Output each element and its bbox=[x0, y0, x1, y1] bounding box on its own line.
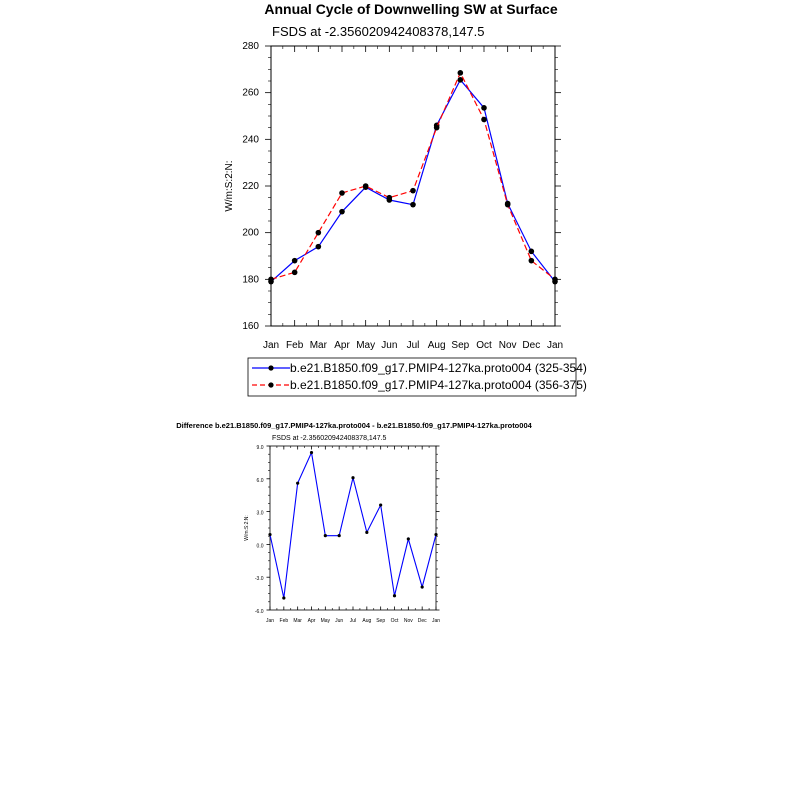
difference-chart-subtitle: FSDS at -2.356020942408378,147.5 bbox=[272, 435, 387, 442]
difference-chart-title: Difference b.e21.B1850.f09_g17.PMIP4-127ka.proto004 - b.e21.B1850.f09_g17.PMIP4-127ka.proto004 bbox=[176, 421, 532, 430]
main-chart-y-tick-label: 280 bbox=[242, 41, 259, 52]
main-chart-series-1-point bbox=[316, 244, 322, 250]
difference-chart-x-tick-label: Sep bbox=[376, 618, 386, 624]
difference-chart bbox=[176, 421, 532, 624]
main-chart-y-tick-label: 180 bbox=[242, 274, 259, 286]
legend-marker-series-2 bbox=[268, 382, 273, 387]
main-chart-title: Annual Cycle of Downwelling SW at Surface bbox=[264, 1, 558, 17]
difference-chart-y-axis-label: W/m:S:2:N: bbox=[244, 515, 250, 541]
main-chart-series-2-point bbox=[529, 258, 535, 264]
legend bbox=[248, 358, 587, 396]
difference-chart-series-1-point bbox=[407, 537, 410, 540]
difference-chart-series-1-point bbox=[310, 451, 313, 454]
difference-chart-y-tick-label: -6.0 bbox=[254, 609, 264, 615]
main-chart-ticks bbox=[242, 41, 563, 351]
main-chart-series-2-point bbox=[316, 230, 322, 236]
main-chart-series-2-point bbox=[458, 70, 464, 76]
main-chart-x-tick-label: Sep bbox=[451, 340, 470, 351]
difference-chart-frame bbox=[270, 446, 436, 610]
main-chart-frame bbox=[271, 46, 555, 326]
difference-chart-series-1-point bbox=[324, 534, 327, 537]
main-chart-series-2-point bbox=[434, 125, 440, 131]
difference-chart-x-tick-label: Mar bbox=[293, 618, 302, 624]
main-chart-x-tick-label: Nov bbox=[498, 340, 517, 351]
main-chart-series bbox=[268, 70, 558, 284]
legend-label-series-2: b.e21.B1850.f09_g17.PMIP4-127ka.proto004 (356-375) bbox=[290, 378, 587, 392]
difference-chart-y-tick-label: 0.0 bbox=[256, 543, 264, 550]
main-chart-x-tick-label: Mar bbox=[309, 340, 327, 351]
difference-chart-x-tick-label: Dec bbox=[417, 618, 427, 624]
difference-chart-series-1-point bbox=[351, 476, 354, 479]
difference-chart-x-tick-label: Aug bbox=[362, 618, 372, 624]
main-chart-y-tick-label: 160 bbox=[242, 321, 259, 332]
legend-marker-series-1 bbox=[268, 365, 273, 370]
main-chart-series-1-point bbox=[529, 249, 535, 255]
main-chart-subtitle: FSDS at -2.356020942408378,147.5 bbox=[272, 24, 485, 39]
main-chart-series-2-point bbox=[339, 190, 345, 196]
difference-chart-x-tick-label: Jul bbox=[349, 618, 357, 624]
main-chart-x-tick-label: Aug bbox=[427, 340, 446, 351]
main-chart-series-2-point bbox=[387, 195, 393, 201]
main-chart-series-2-point bbox=[481, 117, 487, 123]
difference-chart-series-1-point bbox=[421, 585, 424, 588]
main-chart-x-tick-label: Feb bbox=[286, 340, 304, 351]
difference-chart-series-1-point bbox=[338, 534, 341, 537]
difference-chart-x-tick-label: Oct bbox=[390, 618, 399, 624]
difference-chart-series-1-point bbox=[393, 594, 396, 597]
main-chart-series-2-point bbox=[410, 188, 416, 194]
main-chart-series-1-point bbox=[292, 258, 298, 264]
main-chart-x-tick-label: Apr bbox=[334, 340, 350, 351]
difference-chart-x-tick-label: Jun bbox=[335, 618, 344, 624]
difference-chart-x-tick-label: Jan bbox=[431, 618, 441, 624]
difference-chart-y-tick-label: 3.0 bbox=[256, 510, 264, 517]
difference-chart-series-1-point bbox=[379, 503, 382, 506]
legend-label-series-1: b.e21.B1850.f09_g17.PMIP4-127ka.proto004 (325-354) bbox=[290, 361, 587, 375]
main-chart-series-1-point bbox=[339, 209, 345, 215]
main-chart-x-tick-label: Jan bbox=[262, 340, 280, 351]
difference-chart-series-1-point bbox=[268, 533, 271, 536]
difference-chart-y-tick-label: -3.0 bbox=[254, 576, 264, 583]
difference-chart-series bbox=[268, 451, 437, 600]
main-chart-y-axis-label: W/m:S:2:N: bbox=[224, 160, 235, 212]
main-chart-y-tick-label: 260 bbox=[242, 87, 259, 99]
main-chart-series-2-point bbox=[268, 277, 274, 283]
main-chart-series-2-point bbox=[505, 202, 511, 208]
main-chart-x-tick-label: May bbox=[356, 340, 376, 351]
difference-chart-x-tick-label: Nov bbox=[403, 618, 413, 624]
main-chart-x-tick-label: Jul bbox=[406, 340, 420, 351]
main-chart-y-tick-label: 200 bbox=[242, 227, 259, 239]
main-chart-series-2-point bbox=[363, 183, 369, 189]
main-chart-series-1-point bbox=[481, 105, 487, 111]
difference-chart-y-tick-label: 6.0 bbox=[256, 477, 264, 484]
difference-chart-series-1-point bbox=[296, 482, 299, 485]
difference-chart-x-tick-label: Apr bbox=[307, 618, 316, 624]
difference-chart-y-tick-label: 9.0 bbox=[256, 445, 264, 451]
main-chart-series-1-line bbox=[271, 80, 555, 282]
difference-chart-x-tick-label: Feb bbox=[279, 618, 289, 624]
main-chart-y-tick-label: 240 bbox=[242, 134, 259, 146]
difference-chart-x-tick-label: Jan bbox=[265, 618, 275, 624]
main-chart-y-tick-label: 220 bbox=[242, 181, 259, 192]
main-chart-x-tick-label: Jan bbox=[546, 340, 564, 351]
difference-chart-x-tick-label: May bbox=[320, 618, 331, 624]
main-chart bbox=[224, 1, 563, 351]
difference-chart-series-1-point bbox=[282, 596, 285, 599]
main-chart-series-2-point bbox=[292, 270, 298, 276]
main-chart-series-2-point bbox=[552, 277, 558, 283]
main-chart-series-2-line bbox=[271, 73, 555, 280]
difference-chart-series-1-point bbox=[365, 531, 368, 534]
difference-chart-series-1-line bbox=[270, 453, 436, 598]
main-chart-series-1-point bbox=[410, 202, 416, 208]
main-chart-x-tick-label: Oct bbox=[476, 340, 492, 351]
difference-chart-series-1-point bbox=[434, 533, 437, 536]
main-chart-x-tick-label: Dec bbox=[522, 340, 541, 351]
main-chart-x-tick-label: Jun bbox=[381, 340, 398, 351]
